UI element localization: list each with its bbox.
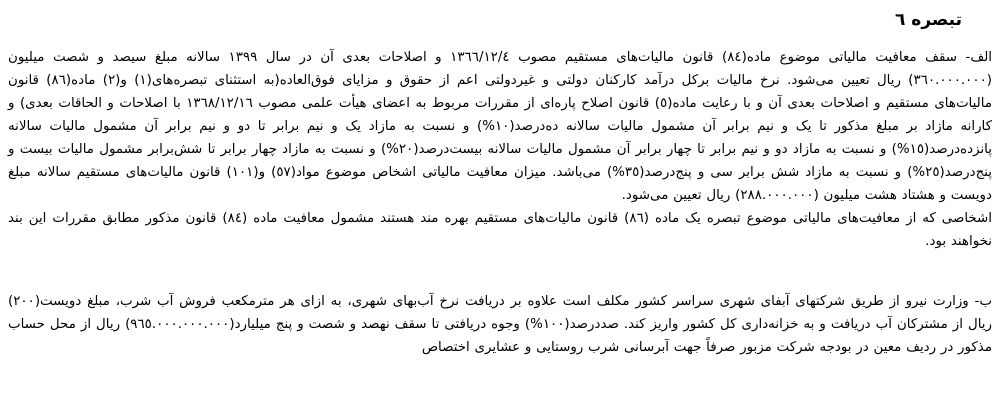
paragraph-section-alef: الف- سقف معافیت مالیاتی موضوع ماده(٨٤) قانون مالیات‌های مستقیم مصوب ١٣٦٦/١٢/٤ و اصلاحات بعدی آن در سال ١٣٩٩ سالانه مبلغ سیصد و شصت میلیون (٣٦٠.٠٠٠.٠٠٠) ریال تعیین می‌شود. نرخ مالیات برکل درآمد کارکنان دولتی و غیردولتی اعم از حقوق و مزایای فوق‌العاده(به استثنای تبصره‌های(١) و(٢) ماده(٨٦) قانون مالیات‌های مستقیم و اصلاحات بعدی آن و با رعایت ماده(٥) قانون اصلاح پاره‌ای از مقررات مربوط به اعضای هیأت علمی مصوب ١٣٦٨/١٢/١٦ با اصلاحات و الحاقات بعدی) و کارانه مازاد بر مبلغ مذکور تا یک و نیم برابر آن مشمول مالیات سالانه ده‌درصد(١٠%) و نسبت به مازاد یک و نیم برابر تا دو و نیم برابر آن مشمول مالیات سالانه پانزده‌درصد(١٥%) و نسبت به مازاد دو و نیم برابر تا چهار برابر آن مشمول مالیات سالانه بیست‌درصد(٢٠%) و نسبت به مازاد چهار برابر تا شش‌برابر مشمول مالیات بیست و پنج‌درصد(٢٥%) و نسبت به مازاد شش برابر سی و پنج‌درصد(٣٥%) می‌باشد. میزان معافیت مالیاتی اشخاص موضوع مواد(٥٧) و(١٠١) قانون مالیات‌های مستقیم سالانه مبلغ دویست و هشتاد هشت میلیون (٢٨٨.٠٠٠.٠٠٠) ریال تعیین می‌شود. xyxy=(8,50,993,203)
document-title: تبصره ٦ xyxy=(895,10,962,30)
paragraph-section-be: ب- وزارت نیرو از طریق شرکتهای آبفای شهری سراسر کشور مکلف است علاوه بر دریافت نرخ آب‌بهای شهری، به ازای هر مترمکعب فروش آب شرب، مبلغ دویست(٢٠٠) ریال از مشترکان آب دریافت و به خزانه‌داری کل کشور واریز کند. صددرصد(١٠٠%) وجوه دریافتی تا سقف نهصد و شصت و پنج میلیارد(٩٦٥.٠٠٠.٠٠٠.٠٠٠) ریال از محل حساب مذکور در ردیف معین در بودجه شرکت مزبور صرفاً جهت آبرسانی شرب روستایی و عشایری اختصاص xyxy=(8,294,992,355)
paragraph-section-alef-exception: اشخاصی که از معافیت‌های مالیاتی موضوع تبصره یک ماده (٨٦) قانون مالیات‌های مستقیم بهره مند هستند مشمول معافیت ماده (٨٤) قانون مذکور مطابق مقررات این بند نخواهند بود. xyxy=(8,211,992,249)
